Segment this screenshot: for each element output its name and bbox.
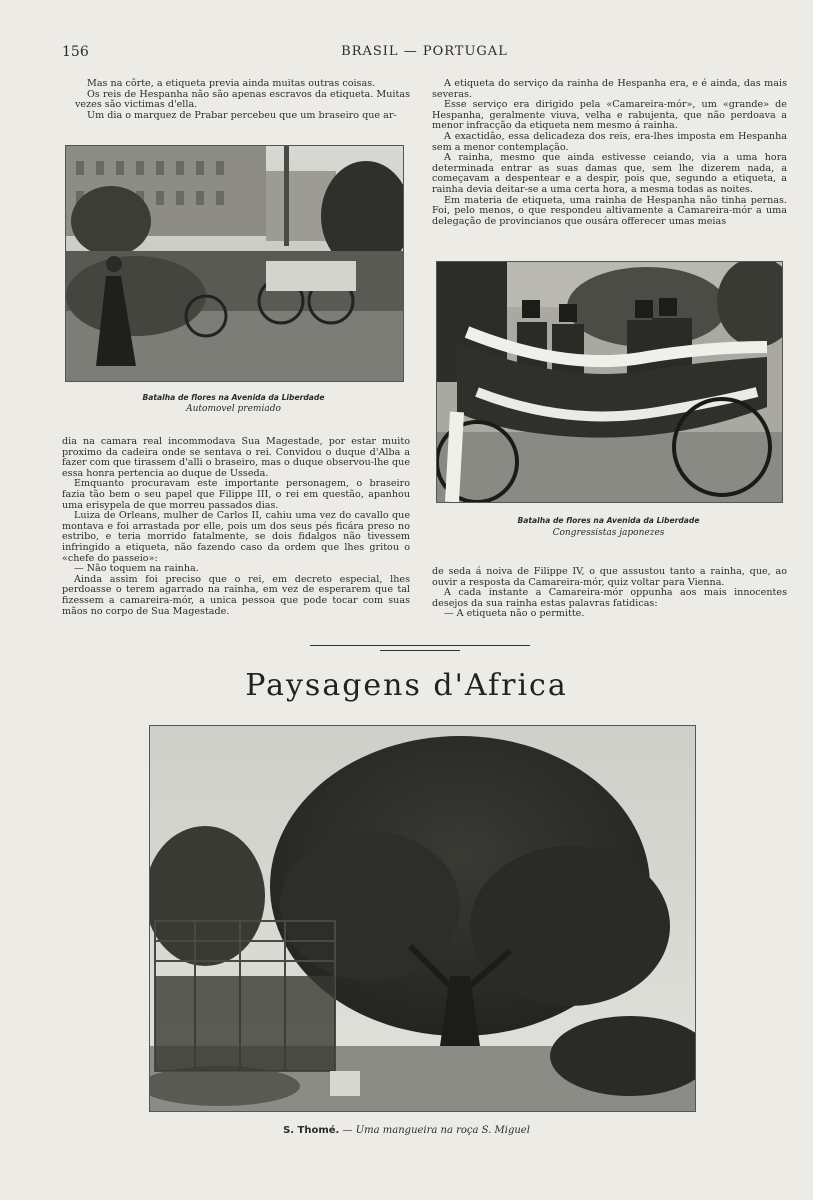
photo1-caption-sub: Automovel premiado (186, 404, 281, 414)
mango-tree-photo (149, 725, 696, 1112)
paragraph: A cada instante a Camareira-mór oppunha aos mais innocentes desejos da sua rainha estas palavras fatidicas: (432, 587, 787, 609)
bottom-photo-caption (0, 1125, 813, 1136)
paragraph: — Não toquem na rainha. (74, 563, 199, 575)
separator-rule (380, 650, 460, 651)
paragraph: Ainda assim foi preciso que o rei, em decreto especial, lhes perdoasse o terem agarrado na rainha, em vez de esperarem que tal fizessem a camareira-mór, a unica pessoa que pode tocar com suas mãos no corpo de Sua Magestade. (62, 573, 410, 617)
photo-illustration (150, 726, 695, 1111)
paragraph: Um dia o marquez de Prabar percebeu que um braseiro que ar- (87, 109, 397, 121)
photo-illustration (66, 146, 403, 381)
photo2-caption-title: Batalha de flores na Avenida da Liberdade (517, 516, 700, 525)
separator-rule (310, 645, 530, 646)
paragraph: Emquanto procuravam este importante personagem, o braseiro fazia tão bem o seu papel que Filippe III, o rei em questão, apanhou uma erisypela de que morreu passados dias. (62, 478, 410, 511)
right-column-bottom (432, 567, 787, 620)
running-title: BRASIL — PORTUGAL (341, 44, 508, 59)
flower-battle-photo-2 (436, 261, 783, 503)
section-title: Paysagens d'Africa (245, 668, 568, 703)
paragraph: A rainha, mesmo que ainda estivesse ceiando, via a uma hora determinada entrar as suas damas que, sem lhe dizerem nada, a começavam a despentear e a despir, pois que, segundo a etiqueta, a rainha devia deitar-se a uma certa hora, a mesma todas as noites. (432, 152, 787, 195)
photo-illustration (437, 262, 782, 502)
photo2-caption-sub: Congressistas japonezes (552, 528, 665, 538)
paragraph: Os reis de Hespanha não são apenas escravos da etiqueta. Muitas vezes são victimas d'ella. (75, 88, 410, 111)
page-number: 156 (62, 44, 89, 60)
paragraph: A exactidão, essa delicadeza dos reis, era-lhes imposta em Hespanha sem a menor contemplação. (432, 130, 787, 153)
paragraph: Em materia de etiqueta, uma rainha de Hespanha não tinha pernas. Foi, pelo menos, o que respondeu altivamente a Camareira-mór a uma delegação de provincianos que ousára offerecer umas meias (432, 194, 787, 227)
paragraph: — A etiqueta não o permitte. (444, 608, 585, 620)
caption-place: S. Thomé. (283, 1125, 340, 1136)
right-column-top (432, 79, 787, 227)
left-column-top (75, 79, 410, 121)
flower-battle-photo-1 (65, 145, 404, 382)
paragraph: Mas na côrte, a etiqueta previa ainda muitas outras coisas. (87, 78, 376, 89)
paragraph: de seda á noiva de Filippe IV, o que assustou tanto a rainha, que, ao ouvir a resposta da Camareira-mór, quiz voltar para Vienna. (432, 566, 787, 588)
left-column-bottom (62, 437, 410, 617)
caption-description: — Uma mangueira na roça S. Miguel (342, 1125, 530, 1136)
paragraph: dia na camara real incommodava Sua Magestade, por estar muito proximo da cadeira onde se sentava o rei. Convidou o duque d'Alba a fazer com que tirassem d'alli o braseiro, mas o duque observou-lhe que essa honra pertencia ao duque de Usseda. (62, 436, 410, 479)
page-header (62, 44, 787, 62)
paragraph: A etiqueta do serviço da rainha de Hespanha era, e é ainda, das mais severas. (432, 78, 787, 100)
paragraph: Luiza de Orleans, mulher de Carlos II, cahiu uma vez do cavallo que montava e foi arrastada por elle, pois um dos seus pés ficára preso no estribo, e teria morrido fatalmente, se dois fidalgos não tivessem infringido a etiqueta, não fazendo caso da ordem que lhes gritou o «chefe do passeio»: (62, 510, 410, 564)
paragraph: Esse serviço era dirigido pela «Camareira-mór», um «grande» de Hespanha, geralmente viuva, velha e rabujenta, que não perdoava a menor infracção da etiqueta nem mesmo á rainha. (432, 99, 787, 132)
photo1-caption-title: Batalha de flores na Avenida da Liberdade (142, 393, 325, 402)
